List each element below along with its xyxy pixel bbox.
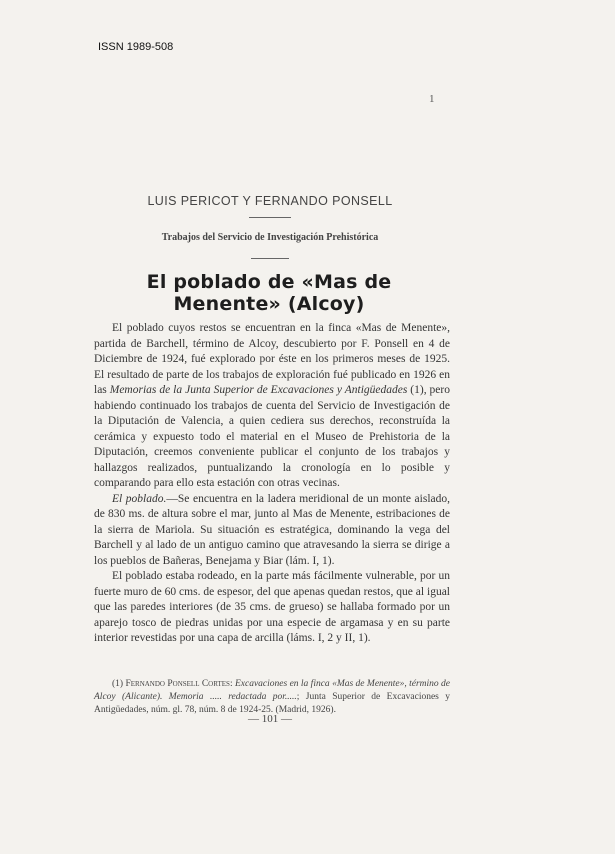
series-subtitle: Trabajos del Servicio de Investigación Prehistórica	[161, 232, 379, 243]
article-title: El poblado de «Mas de Menente» (Alcoy)	[146, 271, 392, 315]
article-body	[94, 321, 450, 647]
page-number: — 101 —	[248, 713, 292, 725]
paragraph: El poblado cuyos restos se encuentran en la finca «Mas de Menente», partida de Barchell, término de Alcoy, descubierto por F. Ponsell en 4 de Diciembre de 1924, fué explorado por éste en los primeros meses de 1925. El resultado de parte de los trabajos de exploración fué publicado en 1926 en las Memorias de la Junta Superior de Excavaciones y Antigüedades (1), pero habiendo continuado los trabajos de cuenta del Servicio de Investigación de la Diputación de Valencia, a quien cediera sus derechos, reconstruída la cerámica y expuesto todo el material en el Museo de Prehistoria de la Diputación, creemos conveniente publicar el conjunto de los trabajos y hallazgos realizados, puntualizando la cronología en lo posible y comparando para ello esta estación con otras vecinas.	[94, 322, 450, 489]
footnote: (1) Fernando Ponsell Cortes: Excavaciones en la finca «Mas de Menente», término de Alcoy (Alicante). Memoria ..... redactada por.....; Junta Superior de Excavaciones y Antigüedades, núm. gl. 78, núm. 8 de 1924-25. (Madrid, 1926).	[94, 679, 451, 715]
paragraph: El poblado estaba rodeado, en la parte más fácilmente vulnerable, por un fuerte muro de 60 cms. de espesor, del que apenas quedan restos, que al igual que las paredes interiores (de 35 cms. de grueso) se hallaba formado por un aparejo tosco de piedras unidas por una especie de argamasa y en su parte interior revestidas por una capa de arcilla (láms. I, 2 y II, 1).	[94, 570, 450, 644]
issn-label: ISSN 1989-508	[98, 41, 174, 53]
paragraph: El poblado.—Se encuentra en la ladera meridional de un monte aislado, de 830 ms. de altura sobre el mar, junto al Mas de Menente, estribaciones de la sierra de Mariola. Su situación es estratégica, dominando la vega del Barchell y al lado de un antiguo camino que atravesando la sierra se dirige a los pueblos de Bañeras, Benejama y Biar (lám. I, 1).	[94, 492, 450, 567]
authors-line: LUIS PERICOT Y FERNANDO PONSELL	[147, 194, 393, 208]
footnote-author: Fernando Ponsell Cortes	[125, 679, 230, 689]
divider-rule	[249, 217, 291, 218]
page-mark: 1	[429, 93, 435, 105]
divider-rule	[251, 258, 289, 259]
